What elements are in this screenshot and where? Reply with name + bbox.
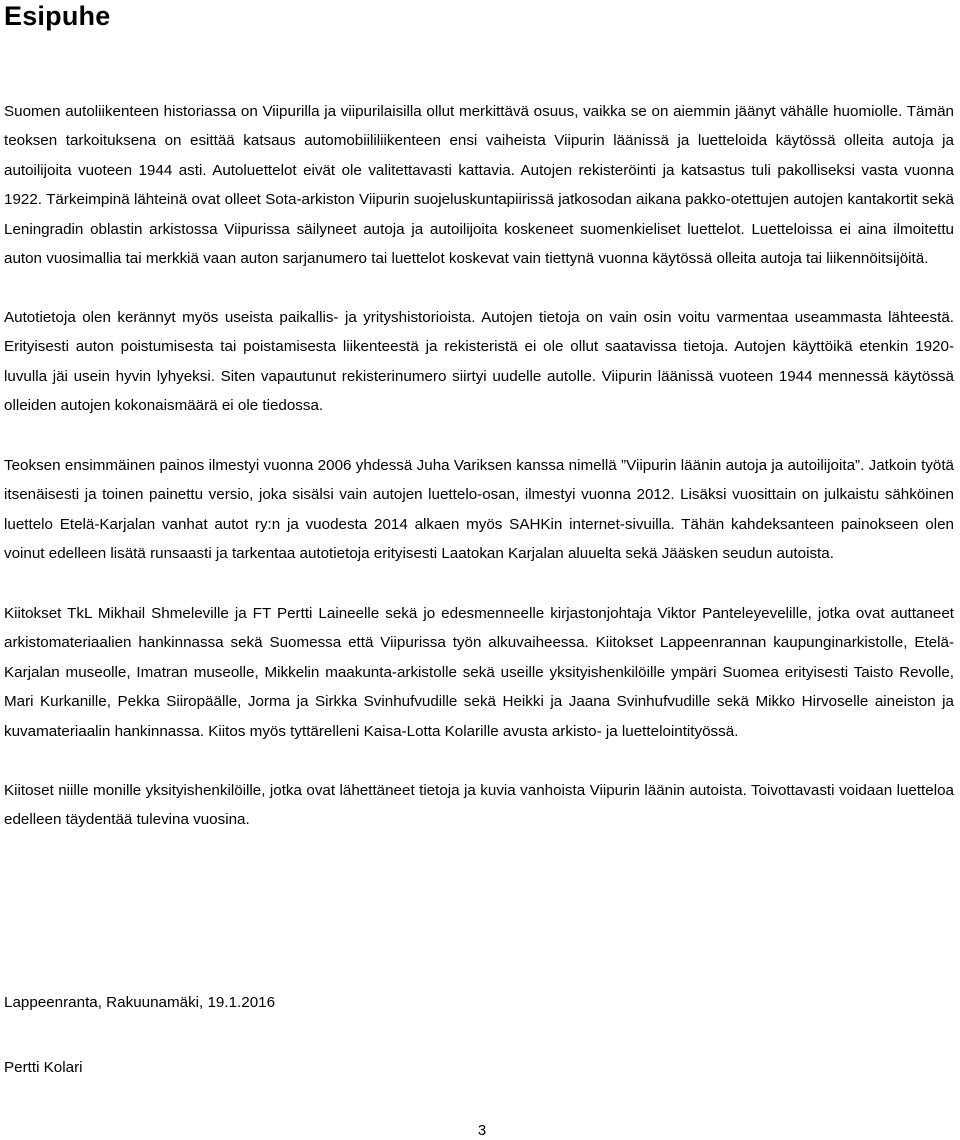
paragraph-acknowledgements: Kiitokset TkL Mikhail Shmeleville ja FT Pertti Laineelle sekä jo edesmenneelle kirjastonjohtaja Viktor Panteleyevelille, jotka ovat auttaneet arkistomateriaalien hankinnassa sekä Suomessa että Viipurissa työn alkuvaiheessa. Kiitokset Lappeenrannan kaupunginarkistolle, Etelä-Karjalan museolle, Imatran museolle, Mikkelin maakunta-arkistolle sekä useille yksityishenkilöille ympäri Suomea erityisesti Taisto Revolle, Mari Kurkanille, Pekka Siiropäälle, Jorma ja Sirkka Svinhufvudille sekä Heikki ja Jaana Svinhufvudille sekä Mikko Hirvoselle aineiston ja kuvamateriaalin hankinnassa. Kiitos myös tyttärelleni Kaisa-Lotta Kolarille avusta arkisto- ja luettelointityössä. <box>4 605 954 740</box>
paragraph-sources: Autotietoja olen kerännyt myös useista paikallis- ja yrityshistorioista. Autojen tietoja on vain osin voitu varmentaa useammasta lähteestä. Erityisesti auton poistumisesta tai poistamisesta liikenteestä ja rekisteristä ei ole ollut saatavissa tietoja. Autojen käyttöikä etenkin 1920-luvulla jäi usein hyvin lyhyeksi. Siten vapautunut rekisterinumero siirtyi uudelle autolle. Viipurin läänissä vuoteen 1944 mennessä käytössä olleiden autojen kokonaismäärä ei ole tiedossa. <box>4 309 954 415</box>
page-number: 3 <box>477 1122 487 1139</box>
paragraph-thanks-individuals: Kiitoset niille monille yksityishenkilöille, jotka ovat lähettäneet tietoja ja kuvia vanhoista Viipurin läänin autoista. Toivottavasti voidaan luetteloa edelleen täydentää tulevina vuosina. <box>4 782 954 829</box>
author-name: Pertti Kolari <box>4 1059 83 1076</box>
paragraph-intro: Suomen autoliikenteen historiassa on Viipurilla ja viipurilaisilla ollut merkittävä osuus, vaikka se on aiemmin jäänyt vähälle huomiolle. Tämän teoksen tarkoituksena on esittää katsaus automobiililiikenteen ensi vaiheista Viipurin läänissä ja luetteloida käytössä olleita autoja ja autoilijoita vuoteen 1944 asti. Autoluettelot eivät ole valitettavasti kattavia. Autojen rekisteröinti ja katsastus tuli pakolliseksi vasta vuonna 1922. Tärkeimpinä lähteinä ovat olleet Sota-arkiston Viipurin suojeluskuntapiirissä jatkosodan aikana pakko-otettujen autojen kantakortit sekä Leningradin oblastin arkistossa Viipurissa säilyneet autoja ja autoilijoita koskeneet suomenkieliset luettelot. Luetteloissa ei aina ilmoitettu auton vuosimallia tai merkkiä vaan auton sarjanumero tai luettelot koskevat vain tiettynä vuonna käytössä olleita autoja tai liikennöitsijöitä. <box>4 103 954 268</box>
paragraph-editions: Teoksen ensimmäinen painos ilmestyi vuonna 2006 yhdessä Juha Variksen kanssa nimellä ”Viipurin läänin autoja ja autoilijoita”. Jatkoin työtä itsenäisesti ja toinen painettu versio, joka sisälsi vain autojen luettelo-osan, ilmestyi vuonna 2012. Lisäksi vuosittain on julkaistu sähköinen luettelo Etelä-Karjalan vanhat autot ry:n ja vuodesta 2014 alkaen myös SAHKin internet-sivuilla. Tähän kahdeksanteen painokseen olen voinut edelleen lisätä runsaasti ja tarkentaa autotietoja erityisesti Laatokan Karjalan aluuelta sekä Jääsken seudun autoista. <box>4 457 954 563</box>
page-title: Esipuhe <box>4 1 111 31</box>
place-and-date: Lappeenranta, Rakuunamäki, 19.1.2016 <box>4 994 276 1011</box>
